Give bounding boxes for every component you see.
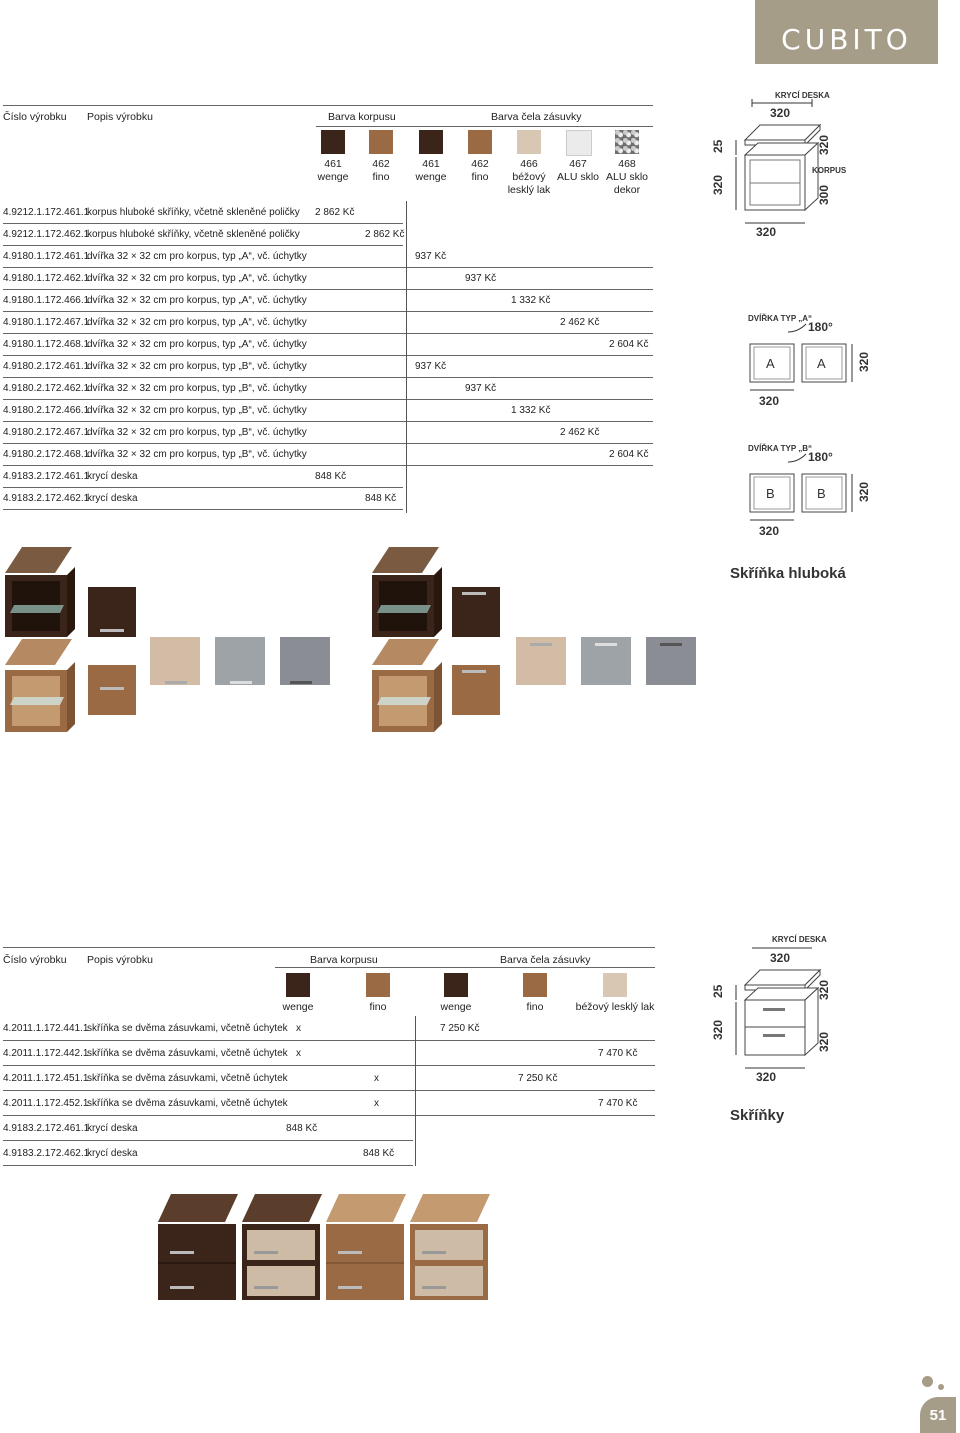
swatch-name: ALU sklo dekor	[605, 171, 648, 196]
row-price: 848 Kč	[363, 1148, 395, 1159]
color-swatch	[369, 130, 393, 154]
door-a-diagram	[740, 310, 880, 415]
row-desc: krycí deska	[87, 1123, 138, 1134]
color-swatch	[321, 130, 345, 154]
row-desc: dvířka 32 × 32 cm pro korpus, typ „A“, vč. úchytky	[87, 251, 307, 262]
row-desc: dvířka 32 × 32 cm pro korpus, typ „B“, vč. úchytky	[87, 383, 307, 394]
column-divider	[415, 1016, 416, 1166]
row-price: 7 250 Kč	[440, 1023, 480, 1034]
section-title-deep: Skříňka hluboká	[730, 565, 846, 582]
row-code: 4.9180.2.172.462.1	[3, 383, 90, 394]
dim-top-width: 320	[770, 106, 791, 120]
row-price: 2 862 Kč	[365, 229, 405, 240]
row-desc: krycí deska	[87, 1148, 138, 1159]
row-desc: dvířka 32 × 32 cm pro korpus, typ „A“, vč. úchytky	[87, 273, 307, 284]
row-price: 7 470 Kč	[598, 1048, 638, 1059]
product-table-drawers	[3, 947, 655, 1167]
table-row	[3, 465, 403, 488]
row-mark: x	[374, 1098, 379, 1109]
swatch-name: fino	[369, 1001, 387, 1013]
row-code: 4.9212.1.172.462.1	[3, 229, 90, 240]
col-header-front-2: Barva čela zásuvky	[500, 954, 591, 966]
swatch-name: wenge	[440, 1001, 472, 1013]
dim-door-a-height: 320	[857, 351, 871, 372]
table-row	[3, 355, 653, 378]
color-swatch	[444, 973, 468, 997]
deep-cabinet-wenge-closed	[372, 547, 442, 637]
dim-body-depth: 300	[817, 184, 831, 205]
door-b-letter: B	[766, 486, 775, 501]
row-price: 937 Kč	[415, 361, 447, 372]
door-a-angle: 180°	[808, 320, 833, 334]
column-divider	[406, 201, 407, 513]
drawer-cabinet-fino-beige	[410, 1194, 490, 1300]
drawer-cabinet-products	[150, 1190, 500, 1310]
table-row	[3, 1091, 655, 1116]
row-desc: krycí deska	[87, 471, 138, 482]
row-code: 4.2011.1.172.442.1	[3, 1048, 89, 1059]
dim-cover-height-2: 25	[711, 984, 725, 998]
row-code: 4.9180.1.172.461.1	[3, 251, 90, 262]
deep-cabinet-fino-closed	[372, 639, 442, 732]
swatch-name: fino	[526, 1001, 544, 1013]
row-price: 848 Kč	[315, 471, 347, 482]
swatch-number: 468	[618, 158, 636, 170]
brand-logo	[755, 0, 938, 64]
col-header-code: Číslo výrobku	[3, 111, 67, 123]
deep-cabinet-diagram	[700, 85, 860, 245]
row-price: 937 Kč	[415, 251, 447, 262]
door-a-letter-open: A	[817, 356, 826, 371]
row-mark: x	[296, 1048, 301, 1059]
dim-door-b-width: 320	[759, 524, 780, 538]
decor-dot	[922, 1376, 933, 1387]
row-price: 7 250 Kč	[518, 1073, 558, 1084]
swatch-name: wenge	[317, 171, 349, 183]
swatch-name: ALU sklo	[556, 171, 599, 183]
row-desc: dvířka 32 × 32 cm pro korpus, typ „A“, vč. úchytky	[87, 339, 307, 350]
row-code: 4.9180.1.172.468.1	[3, 339, 90, 350]
row-desc: skříňka se dvěma zásuvkami, včetně úchytek	[87, 1098, 288, 1109]
row-desc: krycí deska	[87, 493, 138, 504]
drawer-cabinet-wenge-beige	[242, 1194, 322, 1300]
swatch-number: 462	[372, 158, 390, 170]
col-header-front: Barva čela zásuvky	[491, 111, 582, 123]
door-b-letter-open: B	[817, 486, 826, 501]
table-row	[3, 487, 403, 510]
color-swatch	[523, 973, 547, 997]
row-mark: x	[296, 1023, 301, 1034]
color-swatch	[603, 973, 627, 997]
row-price: 2 462 Kč	[560, 317, 600, 328]
row-desc: dvířka 32 × 32 cm pro korpus, typ „B“, vč. úchytky	[87, 361, 307, 372]
deep-cabinet-wenge-open	[5, 547, 75, 637]
row-price: 7 470 Kč	[598, 1098, 638, 1109]
swatch-label	[597, 158, 657, 197]
row-code: 4.9180.1.172.467.1	[3, 317, 90, 328]
swatch-name: wenge	[415, 171, 447, 183]
dim-body-width-2: 320	[756, 1070, 777, 1084]
table-row	[3, 223, 403, 246]
row-mark: x	[374, 1073, 379, 1084]
table-row	[3, 1041, 655, 1066]
row-code: 4.2011.1.172.452.1	[3, 1098, 89, 1109]
drawer-cabinet-diagram	[700, 930, 860, 1090]
table-row	[3, 289, 653, 312]
dim-body-height: 320	[711, 174, 725, 195]
drawer-cabinet-wenge-wenge	[158, 1194, 238, 1300]
color-swatch	[366, 973, 390, 997]
dim-body-width: 320	[756, 225, 777, 239]
door-b-diagram	[740, 440, 880, 545]
row-desc: dvířka 32 × 32 cm pro korpus, typ „A“, vč. úchytky	[87, 317, 307, 328]
dim-body-depth-2: 320	[817, 1031, 831, 1052]
row-code: 4.9180.2.172.467.1	[3, 427, 90, 438]
row-desc: dvířka 32 × 32 cm pro korpus, typ „B“, vč. úchytky	[87, 449, 307, 460]
row-code: 4.9180.1.172.462.1	[3, 273, 90, 284]
color-swatch	[566, 130, 592, 156]
row-price: 2 604 Kč	[609, 449, 649, 460]
row-desc: skříňka se dvěma zásuvkami, včetně úchytek	[87, 1073, 288, 1084]
row-code: 4.9183.2.172.461.1	[3, 1123, 90, 1134]
col-header-desc: Popis výrobku	[87, 111, 153, 123]
table-row	[3, 267, 653, 290]
decor-dot-small	[938, 1384, 944, 1390]
cover-label-2: KRYCÍ DESKA	[772, 935, 827, 944]
row-desc: dvířka 32 × 32 cm pro korpus, typ „B“, vč. úchytky	[87, 427, 307, 438]
row-price: 2 462 Kč	[560, 427, 600, 438]
table-row	[3, 311, 653, 334]
row-code: 4.9180.2.172.466.1	[3, 405, 90, 416]
door-b-angle: 180°	[808, 450, 833, 464]
drawer-cabinet-fino-fino	[326, 1194, 406, 1300]
page-number: 51	[920, 1397, 956, 1433]
deep-cabinet-products	[0, 545, 700, 745]
col-header-body: Barva korpusu	[328, 111, 396, 123]
row-desc: korpus hluboké skříňky, včetně skleněné poličky	[87, 207, 300, 218]
row-code: 4.9180.1.172.466.1	[3, 295, 90, 306]
dim-door-a-width: 320	[759, 394, 780, 408]
row-code: 4.9212.1.172.461.1	[3, 207, 90, 218]
row-price: 848 Kč	[365, 493, 397, 504]
swatch-number: 461	[422, 158, 440, 170]
table-row	[3, 1116, 413, 1141]
row-code: 4.9183.2.172.462.1	[3, 493, 90, 504]
table-row	[3, 1016, 655, 1041]
door-alu-dekor-a	[280, 637, 330, 685]
door-a-letter: A	[766, 356, 775, 371]
swatch-name: wenge	[282, 1001, 314, 1013]
color-swatch	[517, 130, 541, 154]
row-desc: skříňka se dvěma zásuvkami, včetně úchytek	[87, 1048, 288, 1059]
row-code: 4.9183.2.172.462.1	[3, 1148, 90, 1159]
dim-door-b-height: 320	[857, 481, 871, 502]
swatch-number: 467	[569, 158, 587, 170]
swatch-number: 461	[324, 158, 342, 170]
color-swatch	[468, 130, 492, 154]
swatch-name: fino	[471, 171, 489, 183]
table-row	[3, 245, 653, 268]
row-desc: korpus hluboké skříňky, včetně skleněné poličky	[87, 229, 300, 240]
door-beige-a	[150, 637, 200, 685]
section-title-drawers: Skříňky	[730, 1107, 785, 1124]
dim-body-height-2: 320	[711, 1019, 725, 1040]
swatch-name: fino	[372, 171, 390, 183]
row-code: 4.2011.1.172.451.1	[3, 1073, 89, 1084]
row-desc: dvířka 32 × 32 cm pro korpus, typ „B“, vč. úchytky	[87, 405, 307, 416]
dim-cover-depth: 320	[817, 134, 831, 155]
table-row	[3, 1141, 413, 1166]
color-swatch	[286, 973, 310, 997]
door-a-label: DVÍŘKA TYP „A“	[748, 314, 813, 323]
table-row	[3, 377, 653, 400]
row-price: 848 Kč	[286, 1123, 318, 1134]
table-row	[3, 443, 653, 466]
dim-top-width-2: 320	[770, 951, 791, 965]
col-header-code-2: Číslo výrobku	[3, 954, 67, 966]
row-price: 2 604 Kč	[609, 339, 649, 350]
swatch-number: 462	[471, 158, 489, 170]
row-price: 2 862 Kč	[315, 207, 355, 218]
swatch-name: béžový lesklý lak	[507, 171, 551, 196]
row-desc: skříňka se dvěma zásuvkami, včetně úchytek	[87, 1023, 288, 1034]
col-header-body-2: Barva korpusu	[310, 954, 378, 966]
row-price: 1 332 Kč	[511, 405, 551, 416]
row-code: 4.9180.2.172.461.1	[3, 361, 90, 372]
row-code: 4.9183.2.172.461.1	[3, 471, 90, 482]
brand-name: CUBITO	[781, 23, 912, 56]
row-code: 4.2011.1.172.441.1	[3, 1023, 89, 1034]
swatch-number: 466	[520, 158, 538, 170]
row-price: 937 Kč	[465, 383, 497, 394]
table-row	[3, 1066, 655, 1091]
row-code: 4.9180.2.172.468.1	[3, 449, 90, 460]
row-desc: dvířka 32 × 32 cm pro korpus, typ „A“, vč. úchytky	[87, 295, 307, 306]
table-row	[3, 399, 653, 422]
table-row	[3, 333, 653, 356]
color-swatch	[419, 130, 443, 154]
table-row	[3, 421, 653, 444]
dim-cover-height: 25	[711, 139, 725, 153]
deep-cabinet-fino-open	[5, 639, 75, 732]
cover-label: KRYCÍ DESKA	[775, 91, 830, 100]
door-alu-a	[215, 637, 265, 685]
row-price: 937 Kč	[465, 273, 497, 284]
swatch-name: béžový lesklý lak	[575, 1001, 655, 1013]
door-b-label: DVÍŘKA TYP „B“	[748, 444, 813, 453]
color-swatch	[615, 130, 639, 154]
dim-cover-depth-2: 320	[817, 979, 831, 1000]
product-table-deep	[3, 105, 653, 515]
table-row	[3, 201, 403, 224]
col-header-desc-2: Popis výrobku	[87, 954, 153, 966]
row-price: 1 332 Kč	[511, 295, 551, 306]
body-label: KORPUS	[812, 166, 847, 175]
